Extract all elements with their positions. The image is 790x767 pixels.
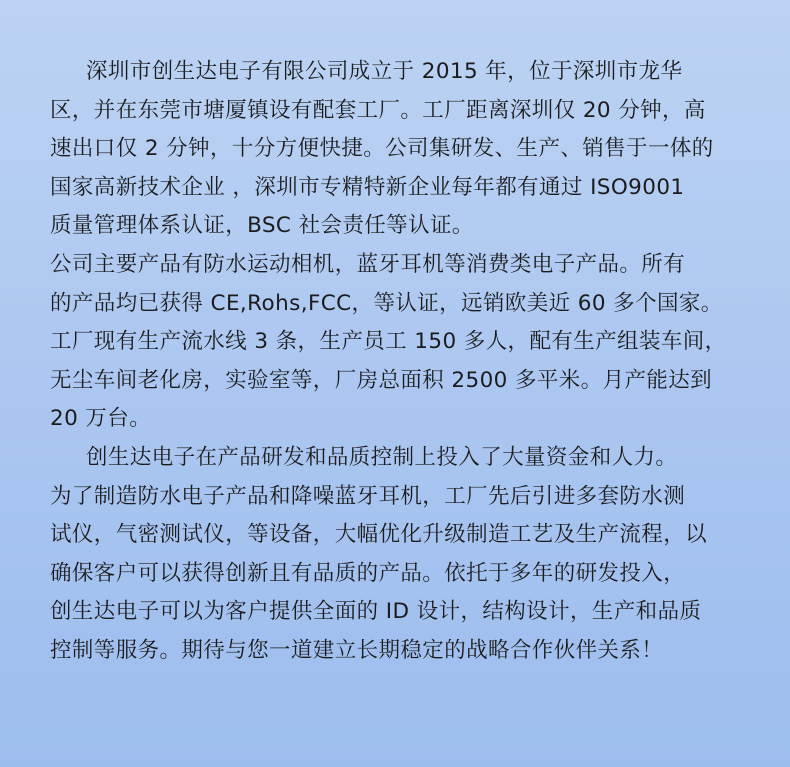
text-line: 深圳市创生达电子有限公司成立于 2015 年，位于深圳市龙华 bbox=[86, 59, 683, 84]
text-line: 无尘车间老化房，实验室等，厂房总面积 2500 多平米。月产能达到 bbox=[50, 367, 713, 393]
text-line: 创生达电子可以为客户提供全面的 ID 设计，结构设计，生产和品质 bbox=[50, 599, 702, 625]
paragraph-intro bbox=[50, 53, 740, 246]
paragraph-rnd bbox=[50, 439, 740, 671]
text-line: 速出口仅 2 分钟，十分方便快捷。公司集研发、生产、销售于一体的 bbox=[50, 136, 714, 162]
text-line: 创生达电子在产品研发和品质控制上投入了大量资金和人力。 bbox=[86, 444, 678, 470]
company-profile-text bbox=[50, 53, 740, 671]
text-line: 区，并在东莞市塘厦镇设有配套工厂。工厂距离深圳仅 20 分钟，高 bbox=[50, 97, 706, 123]
text-line: 试仪，气密测试仪，等设备，大幅优化升级制造工艺及生产流程，以 bbox=[50, 522, 708, 548]
text-line: 的产品均已获得 CE,Rohs,FCC，等认证，远销欧美近 60 多个国家。 bbox=[50, 290, 723, 316]
text-line: 工厂现有生产流水线 3 条，生产员工 150 多人，配有生产组装车间， bbox=[50, 329, 727, 355]
text-line: 国家高新技术企业 ，深圳市专精特新企业每年都有通过 ISO9001 bbox=[50, 174, 685, 200]
paragraph-products bbox=[50, 246, 740, 439]
text-line: 控制等服务。期待与您一道建立长期稳定的战略合作伙伴关系！ bbox=[50, 637, 664, 663]
text-line: 公司主要产品有防水运动相机，蓝牙耳机等消费类电子产品。所有 bbox=[50, 251, 686, 277]
text-line: 20 万台。 bbox=[50, 406, 152, 432]
text-line: 确保客户可以获得创新且有品质的产品。依托于多年的研发投入， bbox=[50, 560, 686, 586]
text-line: 质量管理体系认证，BSC 社会责任等认证。 bbox=[50, 213, 474, 239]
text-line: 为了制造防水电子产品和降噪蓝牙耳机，工厂先后引进多套防水测 bbox=[50, 483, 686, 509]
